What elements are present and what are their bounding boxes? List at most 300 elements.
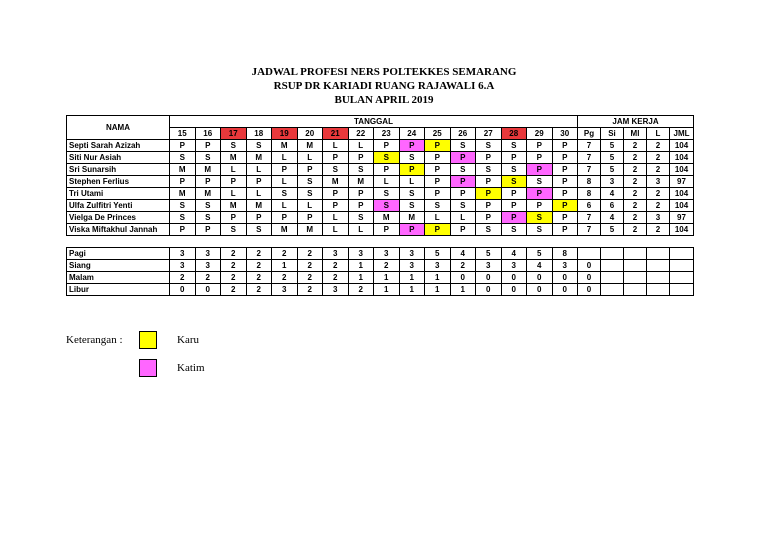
shift-cell: P (221, 212, 247, 224)
spacer-cell (624, 236, 647, 248)
summary-cell: 1 (425, 284, 451, 296)
summary-cell: 3 (399, 248, 425, 260)
summary-cell: 3 (552, 260, 578, 272)
summary-cell: 3 (374, 248, 400, 260)
shift-cell: S (501, 176, 527, 188)
shift-cell: P (501, 200, 527, 212)
shift-cell: M (221, 200, 247, 212)
summary-cell: 3 (323, 248, 349, 260)
summary-cell: 2 (297, 272, 323, 284)
shift-cell: S (527, 212, 553, 224)
jam-cell: 2 (624, 140, 647, 152)
shift-cell: S (399, 152, 425, 164)
jam-cell: 7 (578, 224, 601, 236)
shift-cell: M (246, 152, 272, 164)
summary-cell: 3 (501, 260, 527, 272)
jam-cell: 104 (670, 188, 694, 200)
summary-cell: 1 (374, 272, 400, 284)
shift-cell: M (246, 200, 272, 212)
jam-cell: 2 (624, 164, 647, 176)
shift-cell: S (476, 164, 502, 176)
date-header: 28 (501, 128, 527, 140)
student-name: Tri Utami (67, 188, 170, 200)
summary-cell: 2 (297, 248, 323, 260)
spacer-cell (450, 236, 476, 248)
jam-cell: 5 (601, 224, 624, 236)
jam-col-header: Si (601, 128, 624, 140)
spacer-cell (578, 236, 601, 248)
date-header: 24 (399, 128, 425, 140)
summary-label: Pagi (67, 248, 170, 260)
shift-cell: P (195, 224, 221, 236)
student-name: Stephen Ferlius (67, 176, 170, 188)
date-header: 21 (323, 128, 349, 140)
shift-cell: P (374, 164, 400, 176)
summary-cell (670, 272, 694, 284)
shift-cell: S (527, 224, 553, 236)
shift-cell: S (170, 200, 196, 212)
shift-cell: P (476, 212, 502, 224)
summary-label: Libur (67, 284, 170, 296)
table-row (67, 164, 694, 176)
jam-col-header: Ml (624, 128, 647, 140)
shift-cell: P (552, 212, 578, 224)
shift-cell: S (221, 224, 247, 236)
summary-cell: 1 (348, 272, 374, 284)
spacer-cell (195, 236, 221, 248)
shift-cell: P (552, 140, 578, 152)
jam-cell: 7 (578, 164, 601, 176)
shift-cell: P (399, 164, 425, 176)
summary-cell (601, 260, 624, 272)
shift-cell: P (170, 140, 196, 152)
shift-cell: P (552, 224, 578, 236)
shift-cell: P (476, 188, 502, 200)
student-name: Siti Nur Asiah (67, 152, 170, 164)
date-header: 20 (297, 128, 323, 140)
summary-cell: 4 (450, 248, 476, 260)
summary-cell: 0 (552, 284, 578, 296)
student-name: Ulfa Zulfitri Yenti (67, 200, 170, 212)
date-header: 16 (195, 128, 221, 140)
shift-cell: P (374, 224, 400, 236)
shift-cell: P (425, 188, 451, 200)
shift-cell: P (450, 224, 476, 236)
summary-cell: 1 (399, 284, 425, 296)
shift-cell: M (221, 152, 247, 164)
summary-cell: 1 (272, 260, 298, 272)
shift-cell: S (476, 140, 502, 152)
summary-cell (601, 272, 624, 284)
date-header: 18 (246, 128, 272, 140)
date-header: 15 (170, 128, 196, 140)
jam-col-header: Pg (578, 128, 601, 140)
shift-cell: P (425, 176, 451, 188)
spacer-cell (552, 236, 578, 248)
shift-cell: P (552, 188, 578, 200)
shift-cell: S (272, 188, 298, 200)
summary-cell: 3 (170, 248, 196, 260)
jam-cell: 2 (647, 188, 670, 200)
shift-cell: L (272, 200, 298, 212)
spacer-cell (501, 236, 527, 248)
shift-cell: P (399, 140, 425, 152)
jam-cell: 104 (670, 140, 694, 152)
shift-cell: P (527, 200, 553, 212)
shift-cell: P (527, 140, 553, 152)
summary-cell: 0 (501, 272, 527, 284)
shift-cell: S (246, 224, 272, 236)
shift-cell: P (425, 152, 451, 164)
jam-cell: 2 (624, 200, 647, 212)
shift-cell: S (399, 188, 425, 200)
spacer-cell (246, 236, 272, 248)
summary-row (67, 284, 694, 296)
shift-cell: L (246, 164, 272, 176)
spacer-cell (527, 236, 553, 248)
spacer-cell (272, 236, 298, 248)
summary-cell: 0 (578, 272, 601, 284)
jam-cell: 2 (624, 176, 647, 188)
summary-row (67, 260, 694, 272)
summary-cell: 2 (272, 272, 298, 284)
jam-cell: 7 (578, 212, 601, 224)
shift-cell: M (195, 188, 221, 200)
date-header: 29 (527, 128, 553, 140)
shift-cell: M (170, 188, 196, 200)
date-header: 25 (425, 128, 451, 140)
shift-cell: S (348, 164, 374, 176)
summary-cell: 2 (246, 284, 272, 296)
jam-cell: 2 (624, 212, 647, 224)
shift-cell: M (297, 224, 323, 236)
summary-cell: 3 (170, 260, 196, 272)
shift-cell: S (425, 200, 451, 212)
summary-cell: 1 (425, 272, 451, 284)
shift-cell: S (450, 140, 476, 152)
summary-cell: 2 (170, 272, 196, 284)
shift-cell: P (450, 176, 476, 188)
student-name: Vielga De Princes (67, 212, 170, 224)
summary-row (67, 272, 694, 284)
shift-cell: L (297, 152, 323, 164)
summary-cell: 3 (195, 260, 221, 272)
jam-cell: 6 (601, 200, 624, 212)
date-header: 17 (221, 128, 247, 140)
shift-cell: P (297, 164, 323, 176)
shift-cell: P (552, 152, 578, 164)
shift-cell: P (323, 152, 349, 164)
shift-cell: P (374, 140, 400, 152)
shift-cell: L (450, 212, 476, 224)
shift-cell: P (323, 200, 349, 212)
jam-cell: 104 (670, 152, 694, 164)
jam-cell: 5 (601, 140, 624, 152)
summary-cell: 2 (323, 272, 349, 284)
shift-cell: S (297, 176, 323, 188)
shift-cell: P (348, 188, 374, 200)
shift-cell: S (195, 200, 221, 212)
jam-cell: 3 (647, 212, 670, 224)
summary-cell (670, 284, 694, 296)
jam-cell: 8 (578, 176, 601, 188)
jam-col-header: L (647, 128, 670, 140)
summary-cell: 0 (578, 260, 601, 272)
summary-cell: 2 (374, 260, 400, 272)
jam-cell: 6 (578, 200, 601, 212)
spacer-cell (670, 236, 694, 248)
shift-cell: L (297, 200, 323, 212)
shift-cell: M (348, 176, 374, 188)
shift-cell: P (195, 140, 221, 152)
shift-cell: M (170, 164, 196, 176)
shift-cell: P (450, 188, 476, 200)
summary-cell: 2 (272, 248, 298, 260)
shift-cell: L (374, 176, 400, 188)
summary-cell: 0 (501, 284, 527, 296)
summary-cell: 3 (476, 260, 502, 272)
jam-cell: 5 (601, 164, 624, 176)
summary-cell: 5 (425, 248, 451, 260)
summary-cell (647, 272, 670, 284)
summary-cell: 2 (297, 284, 323, 296)
date-header: 30 (552, 128, 578, 140)
shift-cell: P (552, 200, 578, 212)
shift-cell: S (399, 200, 425, 212)
jam-cell: 7 (578, 140, 601, 152)
shift-cell: S (450, 200, 476, 212)
table-row (67, 140, 694, 152)
summary-cell: 2 (195, 272, 221, 284)
shift-cell: P (476, 176, 502, 188)
shift-cell: S (450, 164, 476, 176)
shift-cell: P (425, 164, 451, 176)
summary-cell: 3 (348, 248, 374, 260)
jam-cell: 2 (647, 152, 670, 164)
shift-cell: P (399, 224, 425, 236)
shift-cell: S (323, 164, 349, 176)
summary-cell: 3 (272, 284, 298, 296)
tanggal-header: TANGGAL (170, 116, 578, 128)
shift-cell: S (501, 140, 527, 152)
summary-label: Malam (67, 272, 170, 284)
student-name: Septi Sarah Azizah (67, 140, 170, 152)
shift-cell: P (195, 176, 221, 188)
spacer-cell (476, 236, 502, 248)
summary-cell (647, 260, 670, 272)
jam-cell: 8 (578, 188, 601, 200)
shift-cell: S (195, 152, 221, 164)
summary-cell: 0 (476, 284, 502, 296)
shift-cell: P (476, 200, 502, 212)
table-row (67, 212, 694, 224)
jam-cell: 2 (624, 224, 647, 236)
jam-cell: 2 (647, 140, 670, 152)
summary-cell: 2 (297, 260, 323, 272)
summary-cell (578, 248, 601, 260)
shift-cell: P (348, 152, 374, 164)
header-row (67, 116, 694, 128)
spacer-cell (297, 236, 323, 248)
shift-cell: L (272, 176, 298, 188)
shift-cell: M (399, 212, 425, 224)
shift-cell: P (170, 224, 196, 236)
schedule-table (66, 115, 694, 296)
jam-cell: 2 (647, 164, 670, 176)
shift-cell: S (170, 212, 196, 224)
spacer-row (67, 236, 694, 248)
legend-karu-text: Karu (177, 334, 199, 346)
summary-cell: 0 (476, 272, 502, 284)
shift-cell: P (425, 140, 451, 152)
jam-cell: 4 (601, 212, 624, 224)
summary-cell (624, 260, 647, 272)
shift-cell: S (374, 200, 400, 212)
shift-cell: P (501, 212, 527, 224)
summary-row (67, 248, 694, 260)
summary-cell: 2 (323, 260, 349, 272)
shift-cell: L (425, 212, 451, 224)
shift-cell: S (374, 152, 400, 164)
jam-cell: 2 (624, 188, 647, 200)
summary-label: Siang (67, 260, 170, 272)
summary-cell (601, 248, 624, 260)
summary-cell: 1 (450, 284, 476, 296)
date-header: 26 (450, 128, 476, 140)
shift-cell: P (221, 176, 247, 188)
summary-cell: 4 (527, 260, 553, 272)
summary-cell: 2 (221, 248, 247, 260)
summary-cell: 5 (527, 248, 553, 260)
legend-katim-swatch (139, 359, 157, 377)
table-row (67, 188, 694, 200)
student-name: Sri Sunarsih (67, 164, 170, 176)
title-line-3: BULAN APRIL 2019 (334, 94, 434, 106)
summary-cell: 2 (246, 260, 272, 272)
summary-cell: 2 (221, 272, 247, 284)
jam-cell: 3 (601, 176, 624, 188)
date-header: 19 (272, 128, 298, 140)
summary-cell: 2 (450, 260, 476, 272)
table-row (67, 176, 694, 188)
shift-cell: L (323, 212, 349, 224)
spacer-cell (348, 236, 374, 248)
shift-cell: M (323, 176, 349, 188)
shift-cell: L (348, 224, 374, 236)
student-name: Viska Miftakhul Jannah (67, 224, 170, 236)
shift-cell: P (476, 152, 502, 164)
jam-cell: 2 (647, 200, 670, 212)
summary-cell: 1 (399, 272, 425, 284)
summary-cell: 3 (195, 248, 221, 260)
spacer-cell (67, 236, 170, 248)
shift-cell: L (272, 152, 298, 164)
summary-cell: 0 (195, 284, 221, 296)
summary-cell (624, 248, 647, 260)
legend-katim-text: Katim (177, 362, 205, 374)
jam-cell: 97 (670, 212, 694, 224)
shift-cell: L (221, 164, 247, 176)
summary-cell (647, 284, 670, 296)
summary-cell: 8 (552, 248, 578, 260)
summary-cell: 2 (246, 272, 272, 284)
summary-cell: 3 (425, 260, 451, 272)
shift-cell: P (552, 164, 578, 176)
shift-cell: L (246, 188, 272, 200)
jam-cell: 7 (578, 152, 601, 164)
summary-cell: 0 (450, 272, 476, 284)
shift-cell: S (501, 224, 527, 236)
shift-cell: S (246, 140, 272, 152)
summary-cell (601, 284, 624, 296)
shift-cell: P (323, 188, 349, 200)
jam-kerja-header: JAM KERJA (578, 116, 694, 128)
shift-cell: P (246, 212, 272, 224)
title-line-2: RSUP DR KARIADI RUANG RAJAWALI 6.A (273, 80, 495, 92)
summary-cell: 4 (501, 248, 527, 260)
summary-cell: 0 (170, 284, 196, 296)
shift-cell: P (527, 152, 553, 164)
summary-cell: 0 (527, 272, 553, 284)
shift-cell: P (527, 188, 553, 200)
shift-cell: L (323, 140, 349, 152)
jam-cell: 104 (670, 200, 694, 212)
summary-cell: 2 (246, 248, 272, 260)
jam-cell: 4 (601, 188, 624, 200)
table-row (67, 152, 694, 164)
summary-cell: 1 (348, 260, 374, 272)
shift-cell: S (297, 188, 323, 200)
summary-cell: 5 (476, 248, 502, 260)
shift-cell: P (552, 176, 578, 188)
spacer-cell (399, 236, 425, 248)
shift-cell: P (450, 152, 476, 164)
shift-cell: S (221, 140, 247, 152)
shift-cell: L (221, 188, 247, 200)
shift-cell: M (195, 164, 221, 176)
jam-cell: 2 (647, 224, 670, 236)
summary-cell: 0 (578, 284, 601, 296)
shift-cell: P (501, 152, 527, 164)
shift-cell: P (297, 212, 323, 224)
nama-header: NAMA (67, 116, 170, 140)
summary-cell: 2 (221, 284, 247, 296)
shift-cell: P (527, 164, 553, 176)
shift-cell: P (170, 176, 196, 188)
shift-cell: S (195, 212, 221, 224)
summary-cell (647, 248, 670, 260)
spacer-cell (647, 236, 670, 248)
spacer-cell (601, 236, 624, 248)
shift-cell: S (501, 164, 527, 176)
summary-cell: 3 (323, 284, 349, 296)
date-header: 23 (374, 128, 400, 140)
title-line-1: JADWAL PROFESI NERS POLTEKKES SEMARANG (251, 66, 517, 78)
shift-cell: M (272, 224, 298, 236)
table-row (67, 224, 694, 236)
shift-cell: L (323, 224, 349, 236)
jam-col-header: JML (670, 128, 694, 140)
shift-cell: L (348, 140, 374, 152)
legend-karu-swatch (139, 331, 157, 349)
shift-cell: P (272, 164, 298, 176)
spacer-cell (425, 236, 451, 248)
shift-cell: S (527, 176, 553, 188)
summary-cell (624, 284, 647, 296)
shift-cell: M (272, 140, 298, 152)
shift-cell: P (246, 176, 272, 188)
shift-cell: P (348, 200, 374, 212)
